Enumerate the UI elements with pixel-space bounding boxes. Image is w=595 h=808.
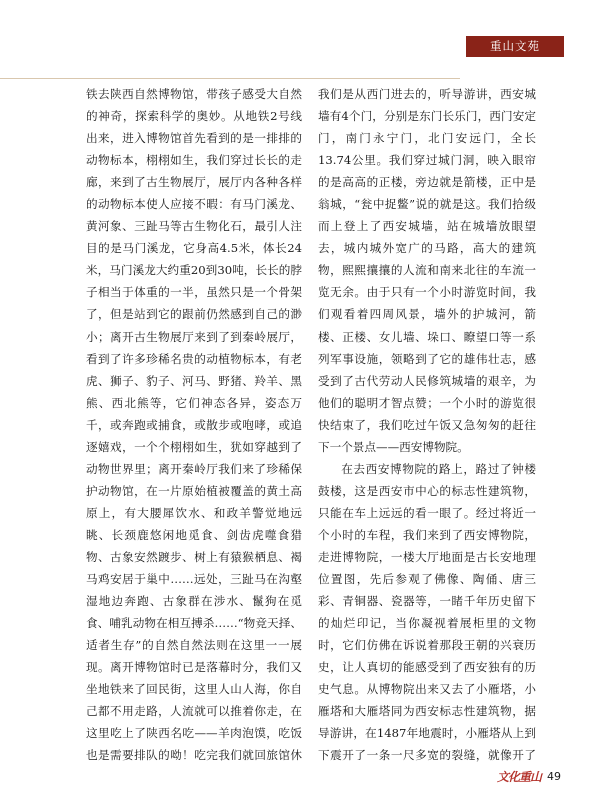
header-rule bbox=[0, 78, 460, 79]
left-column bbox=[86, 83, 302, 768]
right-column bbox=[318, 83, 536, 768]
magazine-logo: 文化重山 bbox=[497, 770, 542, 784]
right-paragraph-2: 在去西安博物院的路上，路过了钟楼鼓楼，这是西安市中心的标志性建筑物，只能在车上远远的看一眼了。经过将近一个小时的车程，我们来到了西安博物院，走进博物院，一楼大厅地面是古长安地理位置图，先后参观了佛像、陶俑、唐三彩、青铜器、瓷器等，一睹千年历史留下的灿烂印记，当你凝视着展柜里的文物时，它们仿佛在诉说着那段王朝的兴衰历史，让人真切的能感受到了西安独有的历史气息。从博物院出来又去了小雁塔，小雁塔和大雁塔同为西安标志性建筑物，据导游讲，在1487年地震时，小雁塔从上到下震开了一条一尺多宽的裂缝，就像开了 bbox=[318, 461, 536, 763]
section-tag: 重山文苑 bbox=[466, 36, 564, 57]
page-number: 49 bbox=[547, 770, 561, 783]
right-paragraph-1: 我们是从西门进去的，听导游讲，西安城墙有4个门，分别是东门长乐门，西门安定门，南门永宁门，北门安远门，全长13.74公里。我们穿过城门洞，映入眼帘的是高高的正楼，旁边就是箭楼，正中是翁城，“瓮中捉鳖”说的就是这。我们拾级而上登上了西安城墙，站在城墙放眼望去，城内城外宽广的马路，高大的建筑物，熙熙攘攘的人流和南来北往的车流一览无余。由于只有一个小时游览时间，我们观看着四周风景，墙外的护城河，箭楼、正楼、女儿墙、垛口、瞭望口等一系列军事设施，领略到了它的雄伟壮志，感受到了古代劳动人民修筑城墙的艰辛，为他们的聪明才智点赞；一个小时的游览很快结束了，我们吃过午饭又急匆匆的赶往下一个景点——西安博物院。 bbox=[318, 87, 536, 454]
left-paragraph-1: 铁去陕西自然博物馆，带孩子感受大自然的神奇，探索科学的奥妙。从地铁2号线出来，进入博物馆首先看到的是一排排的动物标本，栩栩如生，我们穿过长长的走廊，来到了古生物展厅，展厅内各种各样的动物标本使人应接不暇：有马门溪龙、黄河象、三趾马等古生物化石，最引人注目的是马门溪龙，它身高4.5米，体长24米，马门溪龙大约重20到30吨，长长的脖子相当于体重的一半，虽然只是一个骨架了，但是站到它的跟前仍然感到自己的渺小；离开古生物展厅来到了到秦岭展厅，看到了许多珍稀名贵的动植物标本，有老虎、狮子、豹子、河马、野猪、羚羊、黑熊、西北熊等，它们神态各异，姿态万千，或奔跑或捕食，或散步或咆哮，或追逐嬉戏，一个个栩栩如生，犹如穿越到了动物世界里；离开秦岭厅我们来了珍稀保护动物馆，在一片原始植被覆盖的黄土高原上，有大腰犀饮水、和政羊警觉地远眺、长颈鹿悠闲地觅食、剑齿虎噬食猎物、古象安然踱步、树上有猿猴栖息、褐马鸡安居于巢中……远处，三趾马在沟壑湿地边奔跑、古象群在涉水、鬣狗在觅食、哺乳动物在相互搏杀……“物竞天择、适者生存”的自然自然法则在这里一一展现。离开博物馆时已是落幕时分，我们又坐地铁来了回民街，这里人山人海，你自己都不用走路，人流就可以推着你走，在这里吃上了陕西名吃——羊肉泡馍，吃饭也是需要排队的呦！吃完我们就回旅馆休 bbox=[86, 87, 302, 763]
